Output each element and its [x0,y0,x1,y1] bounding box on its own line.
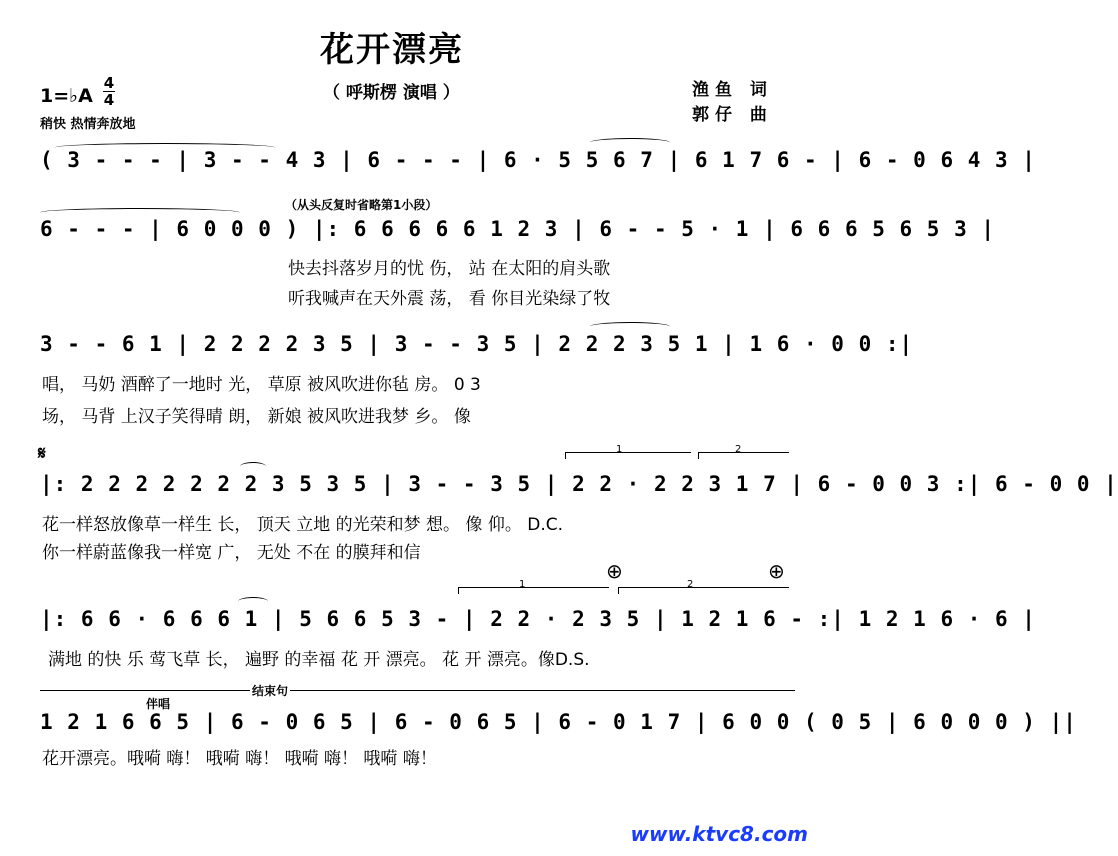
time-signature-top: 4 [103,74,115,92]
score-row-1: ( 3 - - - | 3 - - 4 3 | 6 - - - | 6 · 5 5 6 7 | 6 1 7 6 - | 6 - 0 6 4 3 | [40,148,1036,172]
song-title: 花开漂亮 [320,30,464,70]
lyrics-row-3-verse-1: 唱， 马奶 酒醉了一地时 光， 草原 被风吹进你毡 房。 0 3 [42,375,481,395]
coda-sign: ⊕ [606,559,623,583]
repeat-note: （从头反复时省略第1小段） [285,198,438,212]
volta-2-label: 2 [735,444,742,455]
performer-credit: （ 呼斯楞 演唱 ） [323,83,460,103]
lyricist-credit: 渔鱼 词 [692,80,773,100]
accompany-note: 伴唱 [146,697,171,711]
slur [40,208,240,217]
volta-2 [698,444,789,459]
time-signature [103,76,115,107]
volta-1 [565,444,691,459]
lyrics-row-6: 花开漂亮。哦嗬 嗨！ 哦嗬 嗨！ 哦嗬 嗨！ 哦嗬 嗨！ [42,749,437,769]
lyrics-row-4-verse-2: 你一样蔚蓝像我一样宽 广， 无处 不在 的膜拜和信 [42,543,421,563]
score-row-5: |: 6 6 · 6 6 6 1 | 5 6 6 5 3 - | 2 2 · 2 3 5 | 1 2 1 6 - :| 1 2 1 6 · 6 | [40,607,1036,631]
slur [238,597,268,606]
slur [240,462,266,471]
key-signature: 1=♭A [40,85,93,107]
volta-2 [618,579,789,594]
score-row-3: 3 - - 6 1 | 2 2 2 2 3 5 | 3 - - 3 5 | 2 2 2 3 5 1 | 1 6 · 0 0 :| [40,332,914,356]
segno-sign: 𝄋 [38,443,46,464]
volta-1-label: 1 [616,444,623,455]
lyrics-row-5: 满地 的快 乐 莺飞草 长， 遍野 的幸福 花 开 漂亮。 花 开 漂亮。像D.S. [48,650,590,670]
slur [590,138,670,147]
volta-2-label: 2 [687,579,694,590]
composer-credit: 郭仔 曲 [692,105,773,125]
lyrics-row-3-verse-2: 场， 马背 上汉子笑得晴 朗， 新娘 被风吹进我梦 乡。 像 [42,407,471,427]
watermark-text: www.ktvc8.com [630,822,808,846]
coda-sign: ⊕ [768,559,785,583]
lyrics-row-2-verse-1: 快去抖落岁月的忧 伤， 站 在太阳的肩头歌 [288,259,611,279]
time-signature-bottom: 4 [103,91,115,109]
volta-1-label: 1 [519,579,526,590]
score-row-4: |: 2 2 2 2 2 2 2 3 5 3 5 | 3 - - 3 5 | 2 2 · 2 2 3 1 7 | 6 - 0 0 3 :| 6 - 0 0 | [40,472,1118,496]
site-watermark [631,822,808,846]
ending-bracket [40,684,795,698]
score-row-2: 6 - - - | 6 0 0 0 ) |: 6 6 6 6 6 1 2 3 | 6 - - 5 · 1 | 6 6 6 5 6 5 3 | [40,217,996,241]
score-row-6: 1 2 1 6 6 5 | 6 - 0 6 5 | 6 - 0 6 5 | 6 - 0 1 7 | 6 0 0 ( 0 5 | 6 0 0 0 ) || [40,710,1077,734]
volta-1 [458,579,609,594]
slur [590,322,670,331]
tempo-marking: 稍快 热情奔放地 [40,117,136,132]
lyrics-row-2-verse-2: 听我喊声在天外震 荡， 看 你目光染绿了牧 [288,289,611,309]
ending-label: 结束句 [252,684,289,698]
lyrics-row-4-verse-1: 花一样怒放像草一样生 长， 顶天 立地 的光荣和梦 想。 像 仰。 D.C. [42,515,563,535]
